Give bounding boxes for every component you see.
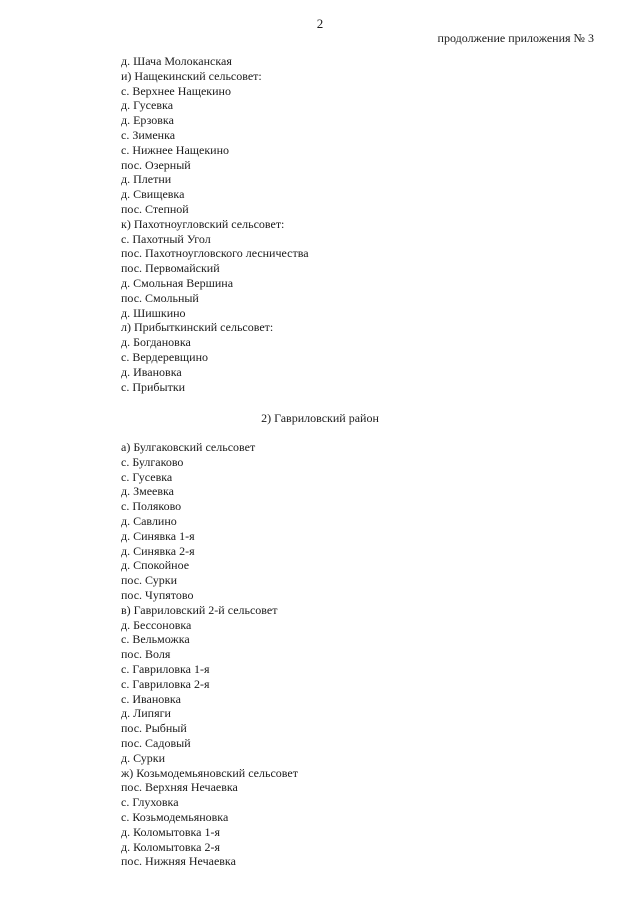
list-item: д. Савлино [121,513,177,528]
list-item: пос. Нижняя Нечаевка [121,854,236,869]
list-item: д. Богдановка [121,335,191,350]
list-item: д. Бессоновка [121,617,192,632]
list-item: пос. Садовый [121,735,191,750]
list-item: д. Шишкино [121,305,186,320]
list-item: д. Синявка 1-я [121,528,195,543]
list-item: а) Булгаковский сельсовет [121,440,256,454]
list-item: с. Глуховка [121,795,179,810]
list-item: д. Свищевка [121,187,185,202]
list-item: пос. Пахотноугловского лесничества [121,246,309,261]
list-item: с. Ивановка [121,691,181,706]
list-item: пос. Рыбный [121,721,187,736]
list-item: пос. Воля [121,647,171,662]
section-heading: 2) Гавриловский район [261,411,379,425]
settlement-list-2 [121,440,298,869]
list-item: д. Смольная Вершина [121,275,234,290]
page-number: 2 [316,16,324,31]
settlement-list-1 [121,54,309,394]
list-item: д. Синявка 2-я [121,543,195,558]
list-item: с. Вельможка [121,632,190,647]
list-item: с. Гавриловка 2-я [121,676,210,691]
list-item: с. Верхнее Нащекино [121,83,231,98]
list-item: пос. Чупятово [121,587,194,602]
list-item: д. Змеевка [121,484,175,499]
list-item: к) Пахотноугловский сельсовет: [121,216,285,231]
list-item: д. Плетни [121,172,172,187]
list-item: с. Поляково [121,499,182,514]
list-item: с. Гавриловка 1-я [121,661,210,676]
list-item: и) Нащекинский сельсовет: [121,68,262,83]
list-item: д. Коломытовка 1-я [121,824,221,839]
list-item: с. Булгаково [121,454,184,469]
list-item: с. Гусевка [121,469,173,484]
list-item: ж) Козьмодемьяновский сельсовет [121,765,298,780]
list-item: пос. Верхняя Нечаевка [121,780,238,795]
list-item: с. Зименка [121,127,176,142]
list-item: пос. Первомайский [121,261,220,276]
list-item: с. Нижнее Нащекино [121,142,230,157]
list-item: с. Прибытки [121,379,186,394]
continuation-note: продолжение приложения № 3 [437,31,594,45]
list-item: в) Гавриловский 2-й сельсовет [121,602,278,617]
list-item: пос. Озерный [121,157,191,172]
list-item: д. Липяги [121,706,171,721]
list-item: пос. Степной [121,201,189,216]
list-item: д. Сурки [121,750,166,765]
list-item: д. Гусевка [121,98,174,113]
list-item: с. Козьмодемьяновка [121,809,229,824]
list-item: д. Шача Молоканская [121,54,232,68]
list-item: пос. Сурки [121,573,178,588]
list-item: д. Спокойное [121,558,190,573]
list-item: пос. Смольный [121,290,199,305]
list-item: с. Вердеревщино [121,349,209,364]
list-item: д. Ивановка [121,364,182,379]
list-item: с. Пахотный Угол [121,231,211,246]
list-item: л) Прибыткинский сельсовет: [121,320,274,335]
list-item: д. Ерзовка [121,113,174,128]
list-item: д. Коломытовка 2-я [121,839,221,854]
